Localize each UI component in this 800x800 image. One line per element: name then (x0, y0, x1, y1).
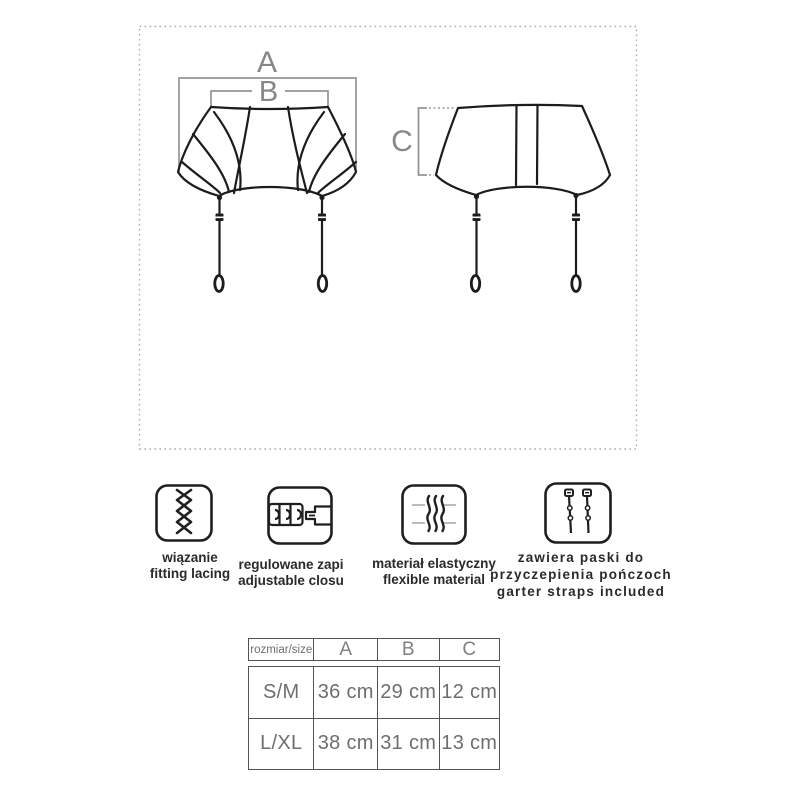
feature-label-closure (238, 557, 344, 589)
feature-label-straps (490, 549, 672, 600)
size-table-header-c: C (462, 638, 477, 660)
size-cell: S/M (249, 667, 314, 718)
flexible-material-icon (400, 483, 468, 546)
lacing-icon (154, 483, 214, 543)
feature-line: fitting lacing (149, 566, 231, 581)
feature-line: adjustable closu (238, 573, 344, 588)
size-cell: L/XL (249, 719, 314, 770)
front-view-drawing (178, 107, 356, 292)
value-b-cell: 29 cm (378, 667, 440, 718)
feature-line: przyczepienia pończoch (490, 567, 672, 582)
back-view-drawing (436, 105, 610, 292)
feature-line: regulowane zapi (238, 557, 344, 572)
size-table-header-label: rozmiar/size (249, 639, 314, 660)
value-a-cell: 38 cm (314, 719, 378, 770)
size-table-header-b: B (378, 639, 440, 660)
table-row-lxl (249, 719, 499, 770)
dashed-border (140, 27, 637, 450)
value-b-cell: 31 cm (378, 719, 440, 770)
size-table-header (248, 638, 500, 661)
size-table-body (248, 666, 500, 770)
dimension-b-label: B (258, 76, 279, 108)
feature-label-lacing (150, 550, 230, 582)
dimension-c-bracket (419, 108, 457, 175)
feature-line: materiał elastyczny (372, 556, 496, 571)
size-table-header-a: A (314, 639, 378, 660)
feature-line: wiązanie (162, 550, 218, 565)
dimension-a-label: A (256, 46, 278, 79)
adjustable-closure-icon (266, 485, 334, 546)
feature-line: zawiera paski do (517, 550, 645, 565)
value-c-cell: 12 cm (441, 680, 498, 703)
value-a-cell: 36 cm (314, 667, 378, 718)
feature-line: garter straps included (496, 584, 666, 599)
garter-straps-icon (543, 481, 613, 545)
dimension-c-label: C (391, 125, 413, 158)
value-c-cell: 13 cm (441, 732, 498, 755)
feature-label-flexible (372, 556, 496, 588)
table-row-sm (249, 667, 499, 719)
feature-line: flexible material (382, 572, 486, 587)
